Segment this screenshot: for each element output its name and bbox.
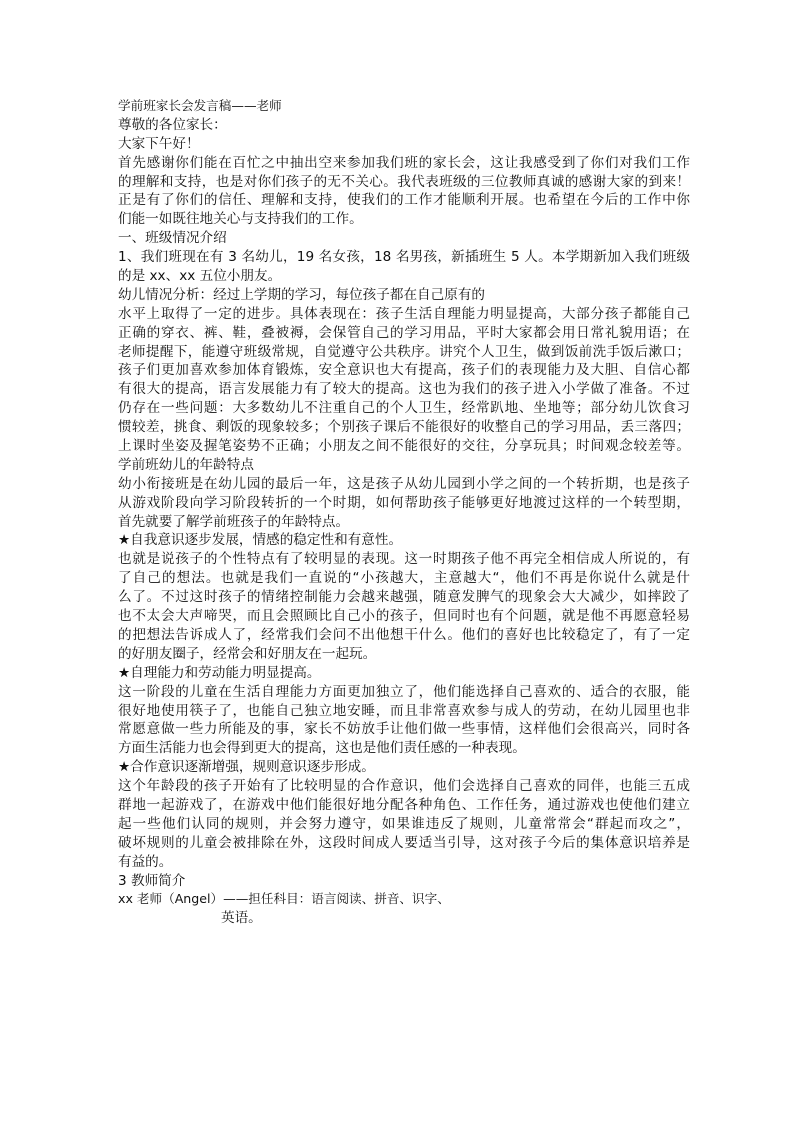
paragraph-line: 惯较差，挑食、剩饭的现象较多；个别孩子课后不能很好的收整自己的学习用品，丢三落四； [118, 419, 690, 436]
paragraph-line: 么了。不过这时孩子的情绪控制能力会越来越强，随意发脾气的现象会大大减少，如摔跤了 [118, 589, 690, 606]
paragraph-line: 破坏规则的儿童会被排除在外，这段时间成人要适当引导，这对孩子今后的集体意识培养是 [118, 834, 690, 851]
paragraph-line: 们能一如既往地关心与支持我们的工作。 [118, 211, 363, 228]
paragraph-line: 的好朋友圈子，经常会和好朋友在一起玩。 [118, 645, 377, 662]
paragraph-line: 水平上取得了一定的进步。具体表现在：孩子生活自理能力明显提高，大部分孩子都能自己 [118, 305, 690, 322]
section-heading: 学前班幼儿的年龄特点 [118, 456, 254, 473]
greeting: 大家下午好！ [118, 135, 200, 152]
teacher-intro: xx 老师（Angel）——担任科目：语言阅读、拼音、识字、 [118, 891, 450, 907]
paragraph-line: 孩子们更加喜欢参加体育锻炼，安全意识也大有提高，孩子们的表现能力及大胆、自信心都 [118, 362, 690, 379]
paragraph-line: 首先就要了解学前班孩子的年龄特点。 [118, 513, 350, 530]
document-page [118, 97, 690, 928]
paragraph-line: 方面生活能力也会得到更大的提高，这也是他们责任感的一种表现。 [118, 740, 526, 757]
paragraph-line: 常愿意做一些力所能及的事，家长不妨放手让他们做一些事情，这样他们会很高兴，同时各 [118, 721, 690, 738]
salutation: 尊敬的各位家长： [118, 116, 227, 133]
paragraph-line: 很好地使用筷子了，也能自己独立地安睡，而且非常喜欢参与成人的劳动，在幼儿园里也非 [118, 702, 690, 719]
paragraph-line: 仍存在一些问题：大多数幼儿不注重自己的个人卫生，经常趴地、坐地等；部分幼儿饮食习 [118, 400, 690, 417]
bullet-heading: ★自我意识逐步发展，情感的稳定性和有意性。 [118, 532, 403, 549]
section-heading: 3 教师简介 [118, 872, 186, 889]
paragraph-line: 的把想法告诉成人了，经常我们会问不出他想干什么。他们的喜好也比较稳定了，有了一定 [118, 626, 690, 643]
paragraph-line: 幼小衔接班是在幼儿园的最后一年，这是孩子从幼儿园到小学之间的一个转折期，也是孩子 [118, 475, 690, 492]
paragraph-line: 老师提醒下，能遵守班级常规，自觉遵守公共秩序。讲究个人卫生，做到饭前洗手饭后漱口； [118, 343, 690, 360]
document-title: 学前班家长会发言稿——老师 [118, 98, 282, 113]
paragraph-line: 的是 xx、xx 五位小朋友。 [118, 268, 282, 285]
paragraph-line: 也就是说孩子的个性特点有了较明显的表现。这一时期孩子他不再完全相信成人所说的，有 [118, 551, 690, 568]
section-heading: 一、班级情况介绍 [118, 230, 227, 247]
paragraph-line: 1、我们班现在有 3 名幼儿，19 名女孩，18 名男孩，新插班生 5 人。本学期新加入我们班级 [118, 249, 690, 266]
teacher-intro-continued: 英语。 [221, 910, 262, 927]
paragraph-line: 上课时坐姿及握笔姿势不正确；小朋友之间不能很好的交往，分享玩具；时间观念较差等。 [118, 438, 690, 455]
paragraph-line: 这个年龄段的孩子开始有了比较明显的合作意识，他们会选择自己喜欢的同伴，也能三五成 [118, 778, 690, 795]
paragraph-line: 正是有了你们的信任、理解和支持，使我们的工作才能顺利开展。也希望在今后的工作中你 [118, 192, 690, 209]
bullet-heading: ★自理能力和劳动能力明显提高。 [118, 664, 321, 681]
paragraph-line: 也不太会大声啼哭，而且会照顾比自己小的孩子，但同时也有个问题，就是他不再愿意轻易 [118, 608, 690, 625]
paragraph-line: 群地一起游戏了，在游戏中他们能很好地分配各种角色、工作任务，通过游戏也使他们建立 [118, 796, 690, 813]
paragraph-line: 有益的。 [118, 853, 173, 870]
paragraph-line: 正确的穿衣、裤、鞋，叠被褥，会保管自己的学习用品，平时大家都会用日常礼貌用语；在 [118, 324, 690, 341]
paragraph-line: 了自己的想法。也就是我们一直说的“小孩越大，主意越大“，他们不再是你说什么就是什 [118, 570, 690, 587]
paragraph-line: 的理解和支持，也是对你们孩子的无不关心。我代表班级的三位教师真诚的感谢大家的到来！ [118, 173, 690, 190]
paragraph-line: 幼儿情况分析：经过上学期的学习，每位孩子都在自己原有的 [118, 286, 486, 303]
paragraph-line: 这一阶段的儿童在生活自理能力方面更加独立了，他们能选择自己喜欢的、适合的衣服，能 [118, 683, 690, 700]
paragraph-line: 有很大的提高，语言发展能力有了较大的提高。这也为我们的孩子进入小学做了准备。不过 [118, 381, 690, 398]
paragraph-line: 起一些他们认同的规则，并会努力遵守，如果谁违反了规则，儿童常常会“群起而攻之”， [118, 815, 690, 832]
paragraph-line: 从游戏阶段向学习阶段转折的一个时期，如何帮助孩子能够更好地渡过这样的一个转型期， [118, 494, 690, 511]
paragraph-line: 首先感谢你们能在百忙之中抽出空来参加我们班的家长会，这让我感受到了你们对我们工作 [118, 154, 690, 171]
bullet-heading: ★合作意识逐渐增强，规则意识逐步形成。 [118, 759, 375, 776]
